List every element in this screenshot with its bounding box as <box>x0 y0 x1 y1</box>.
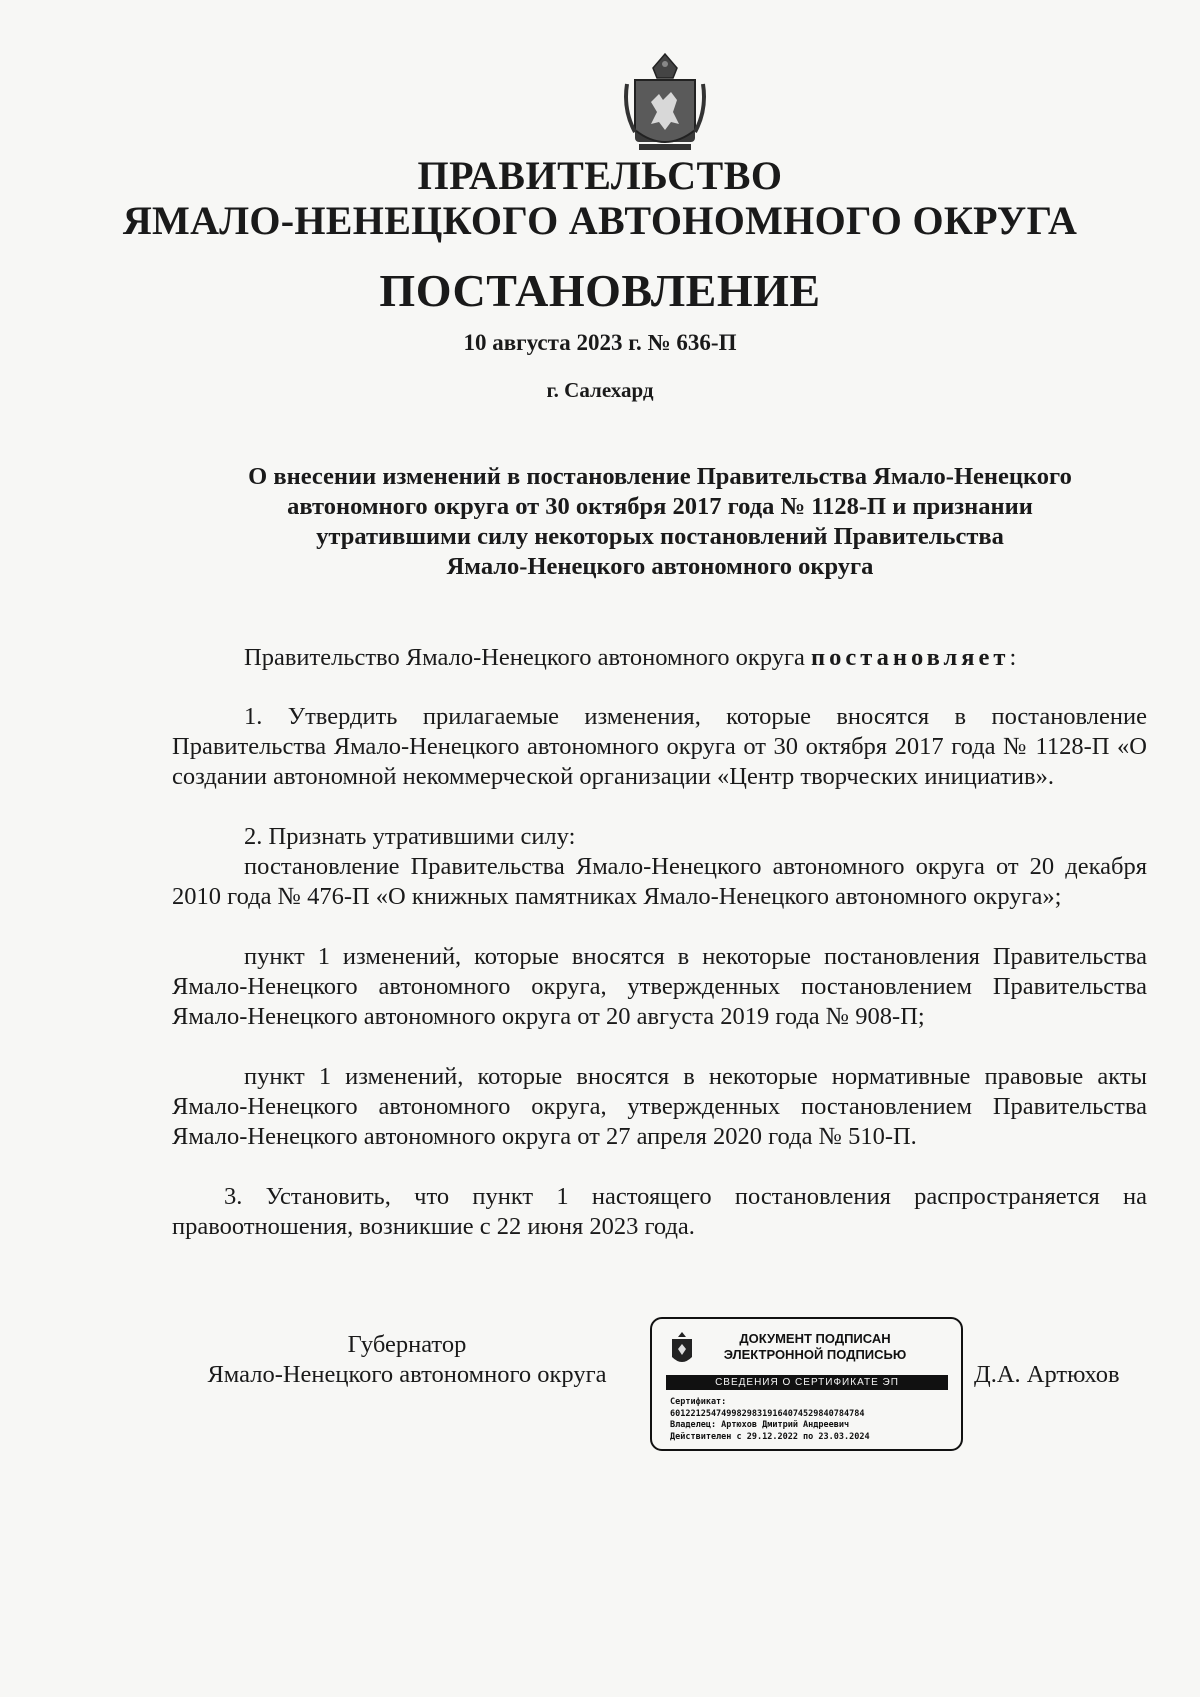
intro-colon: : <box>1009 644 1017 671</box>
stamp-cert-label: Сертификат: <box>670 1397 727 1407</box>
signatory-position <box>172 1330 642 1390</box>
government-title-line1: ПРАВИТЕЛЬСТВО <box>417 153 783 198</box>
document-title <box>170 462 1150 582</box>
stamp-owner: Владелец: Артюхов Дмитрий Андреевич <box>670 1420 850 1430</box>
coat-of-arms-icon <box>621 50 709 158</box>
title-line: Ямало-Ненецкого автономного округа <box>446 553 874 580</box>
paragraph-2-item-2: пункт 1 изменений, которые вносятся в некоторые постановления Правительства Ямало-Ненецкого автономного округа, утвержденных постановлением Правительства Ямало-Ненецкого автономного округа от 20 августа 2019 года № 908-П; <box>172 943 1147 1030</box>
signatory-name: Д.А. Артюхов <box>974 1361 1120 1388</box>
title-line: О внесении изменений в постановление Правительства Ямало-Ненецкого <box>248 463 1072 490</box>
coat-of-arms-icon <box>668 1331 696 1367</box>
paragraph-3: 3. Установить, что пункт 1 настоящего постановления распространяется на правоотношения, возникшие с 22 июня 2023 года. <box>172 1183 1147 1240</box>
stamp-heading <box>710 1331 920 1363</box>
signatory-position-line1: Губернатор <box>347 1331 467 1358</box>
stamp-cert-value: 601221254749982983191640745298407847​84 <box>670 1408 865 1419</box>
title-line: утратившими силу некоторых постановлений Правительства <box>316 523 1004 550</box>
government-title-line2: ЯМАЛО-НЕНЕЦКОГО АВТОНОМНОГО ОКРУГА <box>122 198 1078 243</box>
paragraph-1: 1. Утвердить прилагаемые изменения, которые вносятся в постановление Правительства Ямало-Ненецкого автономного округа от 30 октября 2017 года № 1128-П «О создании автономной некоммерческой организации «Центр творческих инициатив». <box>172 703 1147 790</box>
title-line: автономного округа от 30 октября 2017 года № 1128-П и признании <box>287 493 1033 520</box>
stamp-cert-bar: СВЕДЕНИЯ О СЕРТИФИКАТЕ ЭП <box>666 1375 948 1390</box>
stamp-heading-line2: ЭЛЕКТРОННОЙ ПОДПИСЬЮ <box>723 1347 907 1362</box>
document-city: г. Салехард <box>546 378 654 402</box>
paragraph-2-item-1: постановление Правительства Ямало-Ненецкого автономного округа от 20 декабря 2010 года № 476-П «О книжных памятниках Ямало-Ненецкого автономного округа»; <box>172 853 1147 910</box>
document-type: ПОСТАНОВЛЕНИЕ <box>379 265 821 316</box>
intro-verb: постановляет <box>811 644 1010 671</box>
intro-text: Правительство Ямало-Ненецкого автономного округа <box>244 644 805 671</box>
signatory-position-line2: Ямало-Ненецкого автономного округа <box>207 1361 607 1388</box>
stamp-cert-info <box>670 1397 870 1443</box>
stamp-valid: Действителен с 29.12.2022 по 23.03.2024 <box>670 1431 870 1442</box>
decree-intro <box>172 643 1200 673</box>
electronic-signature-stamp <box>650 1317 963 1451</box>
paragraph-2: 2. Признать утратившими силу: <box>244 823 576 850</box>
paragraph-2-item-3: пункт 1 изменений, которые вносятся в некоторые нормативные правовые акты Ямало-Ненецкого автономного округа, утвержденных постановлением Правительства Ямало-Ненецкого автономного округа от 27 апреля 2020 года № 510-П. <box>172 1063 1147 1150</box>
document-date-number: 10 августа 2023 г. № 636-П <box>463 330 737 355</box>
stamp-heading-line1: ДОКУМЕНТ ПОДПИСАН <box>739 1331 891 1346</box>
